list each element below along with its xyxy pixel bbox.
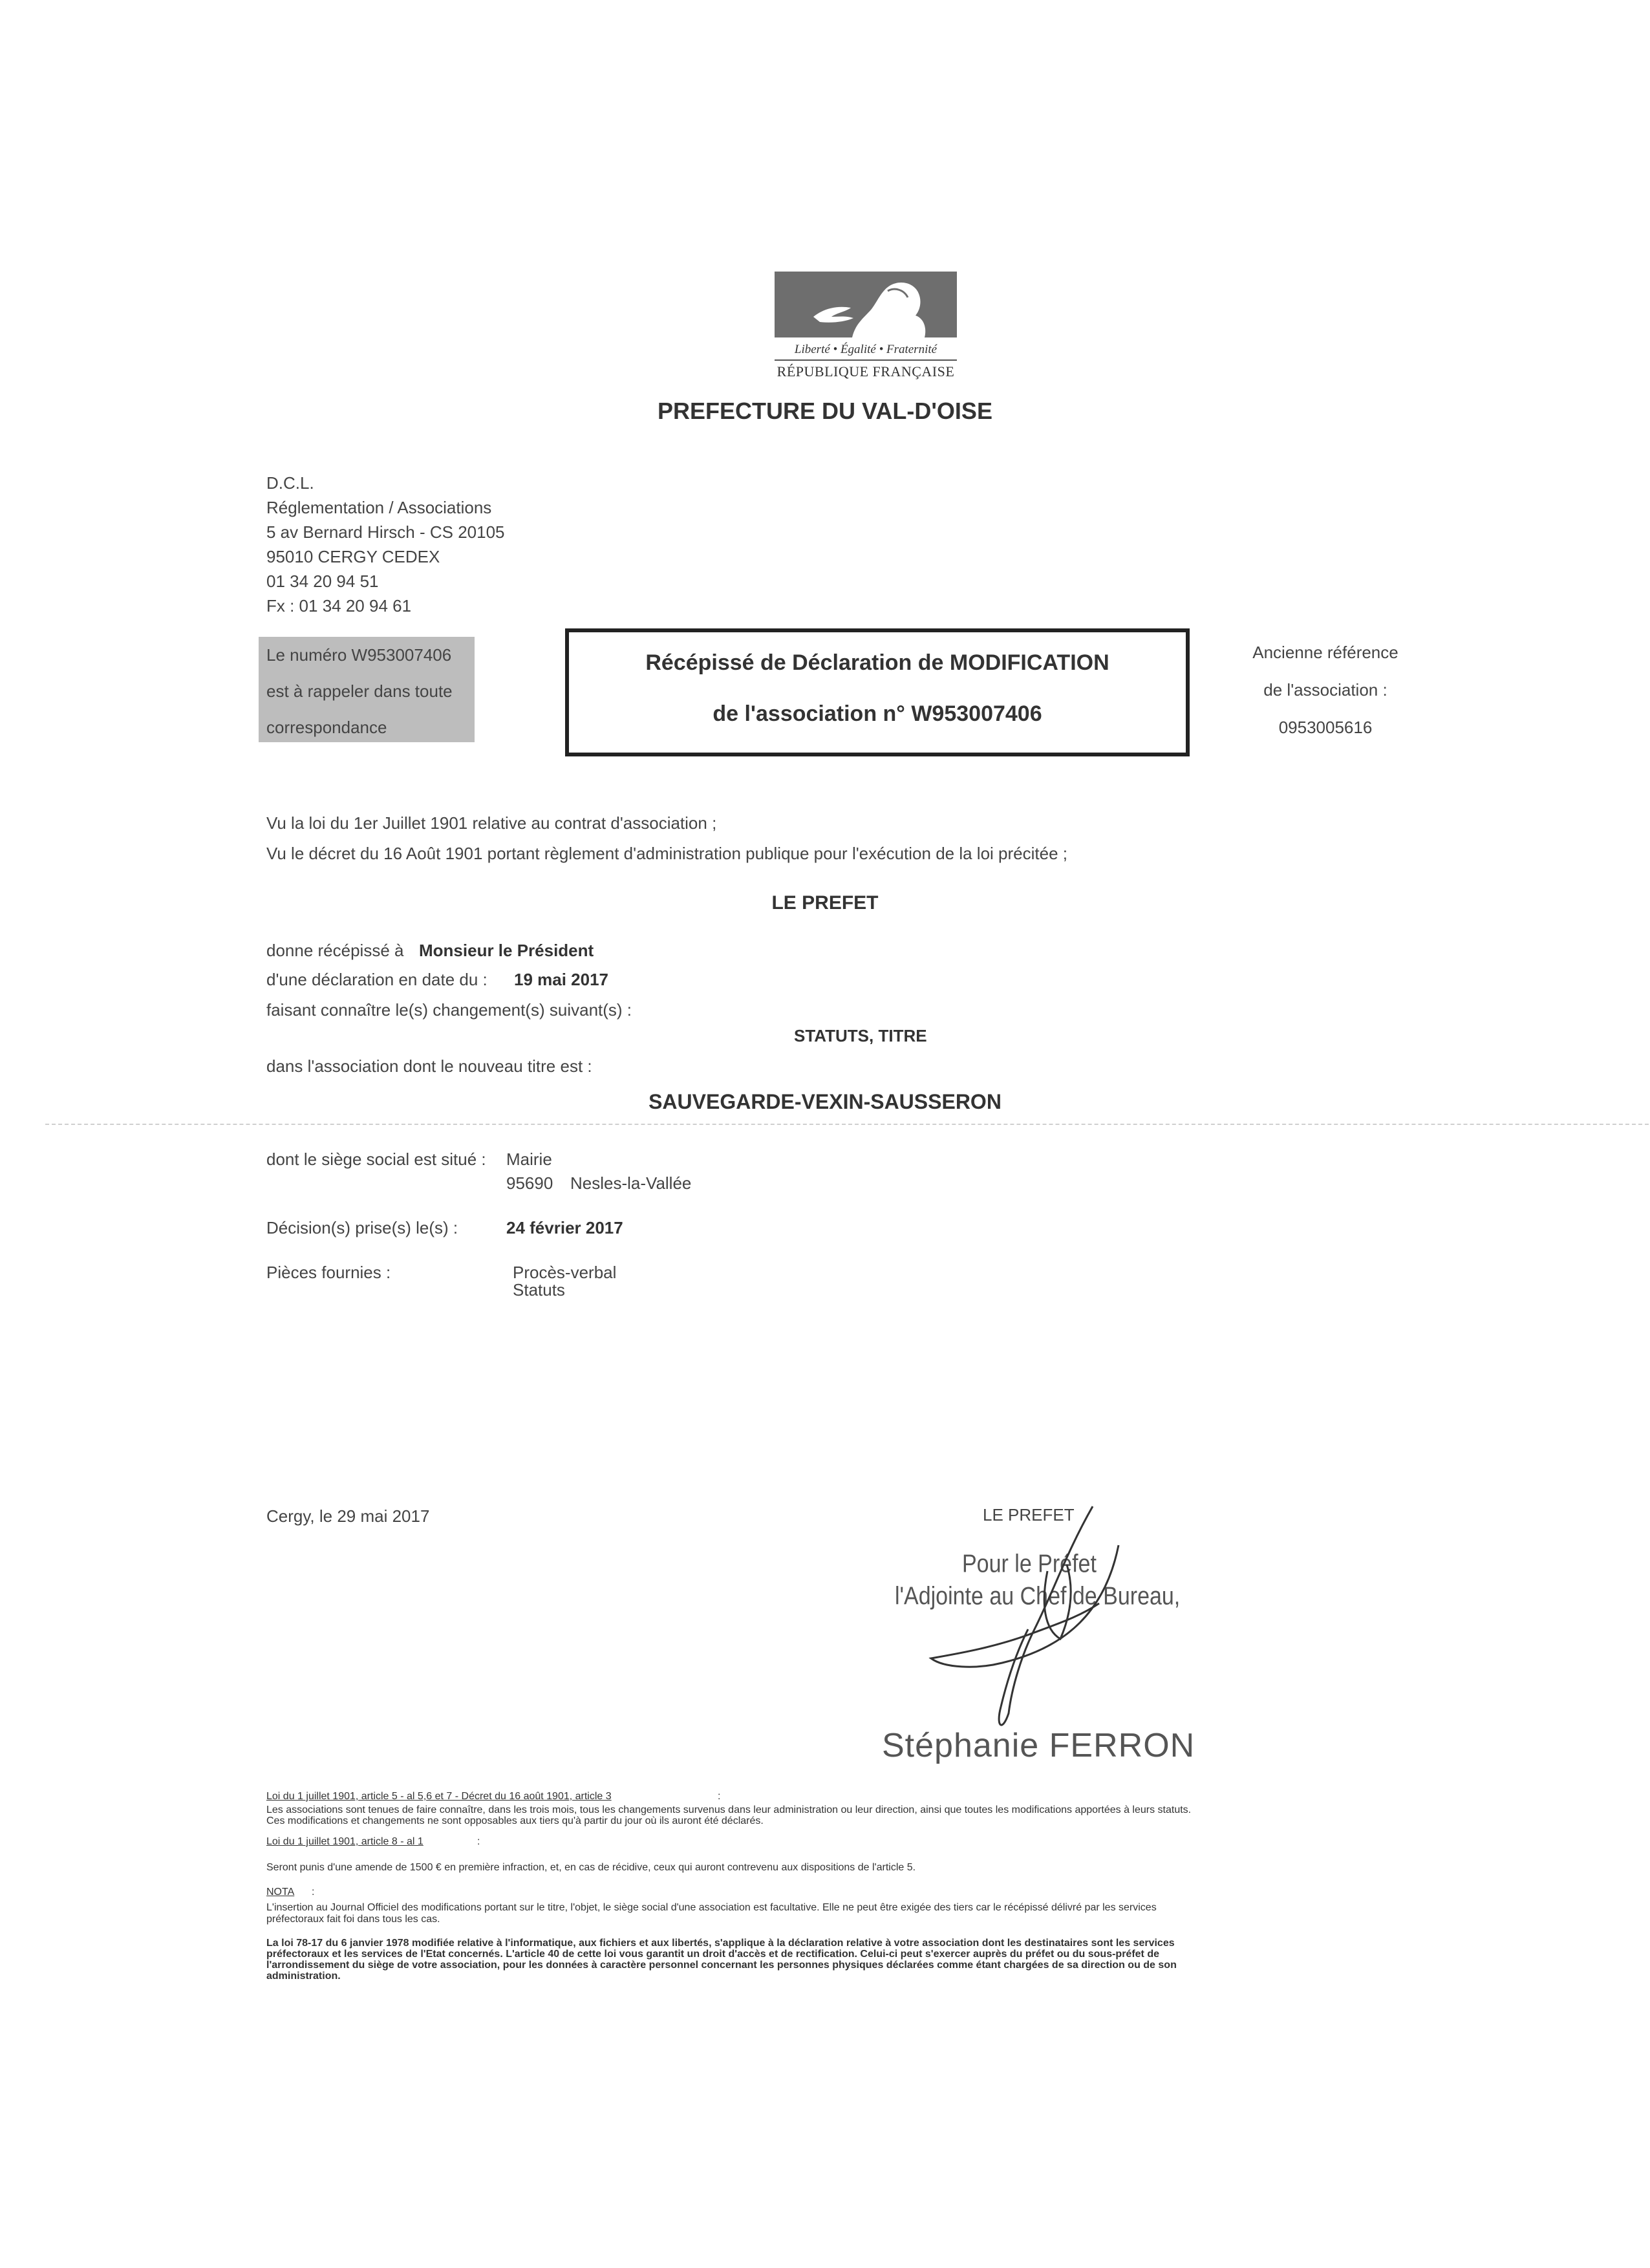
- recepisse-label: donne récépissé à: [266, 941, 404, 960]
- legal-reference-2: Loi du 1 juillet 1901, article 8 - al 1: [266, 1836, 423, 1847]
- new-title-value: SAUVEGARDE-VEXIN-SAUSSERON: [648, 1090, 1002, 1113]
- declaration-date: 19 mai 2017: [514, 970, 609, 989]
- siege-postcode: 95690: [506, 1173, 553, 1193]
- legal-text: Les associations sont tenues de faire connaître, dans les trois mois, tous les changements survenus dans leur administration ou leur direction, ainsi que toutes les modifications apportées à leurs statuts.: [266, 1804, 1192, 1815]
- address-line: Fx : 01 34 20 94 61: [266, 596, 412, 615]
- marianne-logo: [775, 272, 957, 380]
- le-prefet-heading: LE PREFET: [771, 892, 879, 914]
- changes-value: STATUTS, TITRE: [794, 1026, 927, 1045]
- declaration-label: d'une déclaration en date du :: [266, 970, 488, 989]
- changes-label: faisant connaître le(s) changement(s) suivant(s) :: [266, 1000, 632, 1020]
- legal-colon: :: [718, 1791, 721, 1802]
- address-line: Réglementation / Associations: [266, 498, 492, 517]
- nota-label: NOTA: [266, 1887, 295, 1898]
- note-line: correspondance: [266, 718, 387, 737]
- legal-reference-1: Loi du 1 juillet 1901, article 5 - al 5,6 et 7 - Décret du 16 août 1901, article 3: [266, 1791, 612, 1802]
- legal-text: administration.: [266, 1971, 341, 1982]
- piece-item: Procès-verbal: [513, 1263, 617, 1282]
- receipt-title: Récépissé de Déclaration de MODIFICATION: [645, 650, 1109, 675]
- place-date: Cergy, le 29 mai 2017: [266, 1506, 430, 1526]
- logo-motto: Liberté • Égalité • Fraternité: [794, 343, 938, 356]
- note-line: Le numéro W953007406: [266, 645, 452, 665]
- decision-label: Décision(s) prise(s) le(s) :: [266, 1218, 458, 1237]
- legal-text: Seront punis d'une amende de 1500 € en première infraction, et, en cas de récidive, ceux qui auront contrevenu aux dispositions de l'article 5.: [266, 1862, 916, 1873]
- legal-text: La loi 78-17 du 6 janvier 1978 modifiée relative à l'informatique, aux fichiers et aux libertés, s'applique à la déclaration relative à votre association dont les destinataires sont les services: [266, 1938, 1175, 1949]
- legal-text: Ces modifications et changements ne sont opposables aux tiers qu'à partir du jour où ils auront été déclarés.: [266, 1815, 764, 1826]
- old-reference-label: Ancienne référence: [1252, 643, 1398, 662]
- association-number: de l'association n° W953007406: [712, 701, 1042, 726]
- legal-colon: :: [477, 1836, 480, 1847]
- logo-rule: [775, 359, 957, 361]
- address-block: [266, 471, 505, 618]
- new-title-label: dans l'association dont le nouveau titre est :: [266, 1056, 592, 1076]
- pieces-label: Pièces fournies :: [266, 1263, 391, 1282]
- preamble-line: Vu le décret du 16 Août 1901 portant règlement d'administration publique pour l'exécution de la loi précitée ;: [266, 844, 1067, 863]
- address-line: 95010 CERGY CEDEX: [266, 547, 440, 566]
- old-reference-label: de l'association :: [1263, 680, 1388, 700]
- address-line: 5 av Bernard Hirsch - CS 20105: [266, 522, 505, 542]
- stamp-line2: l'Adjointe au Chef de Bureau,: [895, 1582, 1181, 1610]
- legal-text: l'arrondissement du siège de votre association, pour les données à caractère personnel concernant les personnes physiques déclarées comme étant chargées de sa direction ou de son: [266, 1960, 1177, 1971]
- signatory-name: Stéphanie FERRON: [882, 1727, 1195, 1764]
- siege-city: Nesles-la-Vallée: [570, 1173, 692, 1193]
- address-line: D.C.L.: [266, 473, 314, 493]
- logo-republique: RÉPUBLIQUE FRANÇAISE: [777, 363, 955, 380]
- recepisse-value: Monsieur le Président: [419, 941, 594, 960]
- old-reference-value: 0953005616: [1278, 718, 1373, 737]
- reference-note: [259, 637, 475, 742]
- preamble-line: Vu la loi du 1er Juillet 1901 relative au contrat d'association ;: [266, 813, 717, 833]
- legal-text: L'insertion au Journal Officiel des modifications portant sur le titre, l'objet, le siège social d'une association est facultative. Elle ne peut être exigée des tiers car le récépissé délivré par les services: [266, 1902, 1157, 1913]
- stamp-line1: Pour le Préfet: [962, 1550, 1097, 1578]
- handwritten-signature: [905, 1493, 1177, 1739]
- scan-line: [45, 1124, 1649, 1125]
- legal-text: préfectoraux et les services de l'Etat concernés. L'article 40 de cette loi vous garantit un droit d'accès et de rectification. Celui-ci peut s'exercer auprès du préfet ou du sous-préfet de: [266, 1949, 1159, 1960]
- old-reference: [1228, 634, 1422, 746]
- note-line: est à rappeler dans toute: [266, 681, 453, 701]
- signature-le-prefet: LE PREFET: [983, 1505, 1075, 1524]
- legal-colon: :: [312, 1887, 315, 1898]
- prefecture-title: PREFECTURE DU VAL-D'OISE: [658, 398, 992, 424]
- marianne-emblem: [775, 272, 957, 337]
- legal-text: préfectoraux fait foi dans tous les cas.: [266, 1914, 440, 1925]
- siege-label: dont le siège social est situé :: [266, 1150, 486, 1169]
- decision-date: 24 février 2017: [506, 1218, 623, 1237]
- siege-line1: Mairie: [506, 1150, 552, 1169]
- address-line: 01 34 20 94 51: [266, 572, 379, 591]
- piece-item: Statuts: [513, 1280, 565, 1300]
- receipt-title-box: [565, 628, 1190, 756]
